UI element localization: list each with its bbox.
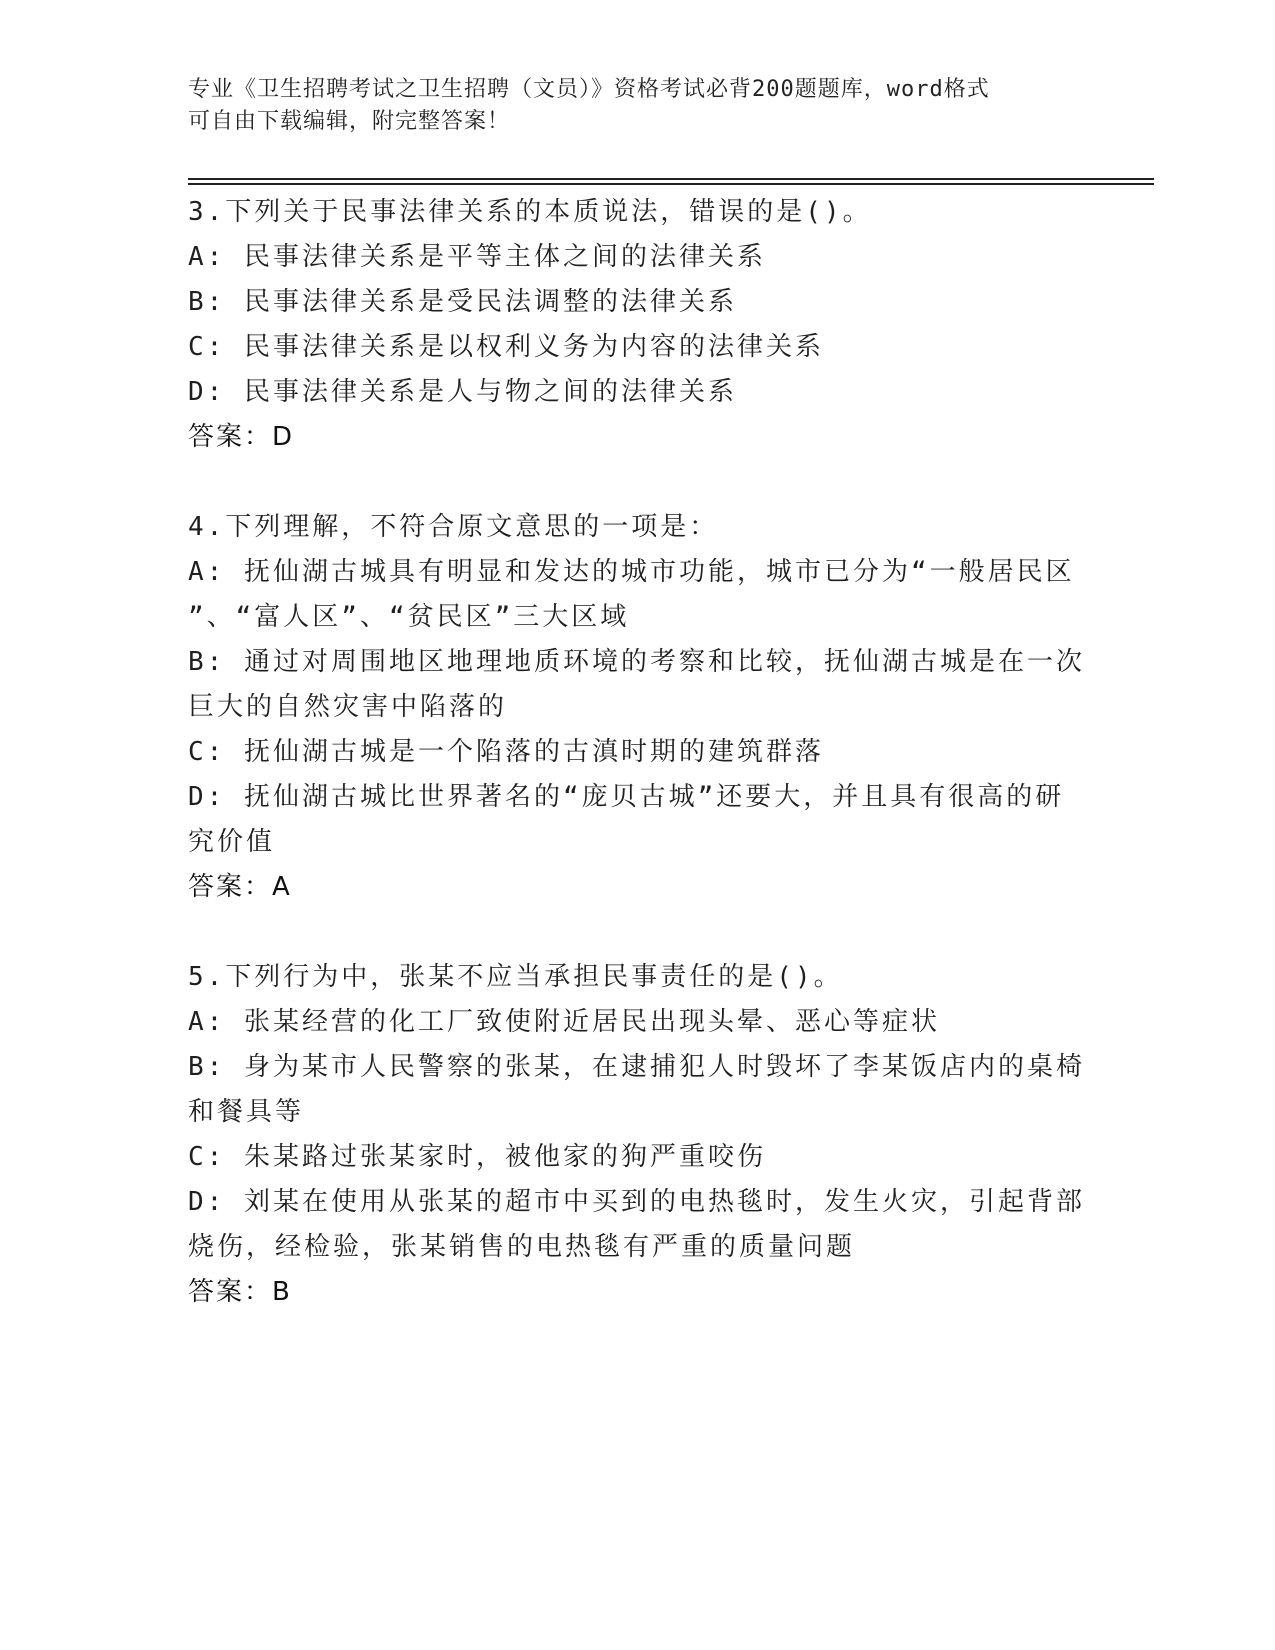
option-d: D: 刘某在使用从张某的超市中买到的电热毯时，发生火灾，引起背部 xyxy=(188,1187,1085,1217)
document-header xyxy=(188,74,1068,138)
header-line-1: 专业《卫生招聘考试之卫生招聘（文员）》资格考试必背200题题库，word格式 xyxy=(188,77,990,102)
header-divider-bottom xyxy=(188,183,1154,185)
option-d-continued: 究价值 xyxy=(188,827,276,857)
option-c: C: 民事法律关系是以权利义务为内容的法律关系 xyxy=(188,332,824,362)
question-list xyxy=(188,190,1088,1315)
option-a-continued: ”、“富人区”、“贫民区”三大区域 xyxy=(188,602,630,632)
answer-line: 答案：D xyxy=(188,422,295,452)
option-d: D: 抚仙湖古城比世界著名的“庞贝古城”还要大，并且具有很高的研 xyxy=(188,782,1065,812)
answer-line: 答案：A xyxy=(188,872,292,902)
header-divider-top xyxy=(188,178,1154,180)
answer-line: 答案：B xyxy=(188,1277,292,1307)
option-b-continued: 和餐具等 xyxy=(188,1097,305,1127)
option-d: D: 民事法律关系是人与物之间的法律关系 xyxy=(188,377,737,407)
question-3 xyxy=(188,190,1088,460)
question-4 xyxy=(188,505,1088,910)
question-stem: 5.下列行为中，张某不应当承担民事责任的是()。 xyxy=(188,962,843,992)
option-a: A: 民事法律关系是平等主体之间的法律关系 xyxy=(188,242,766,272)
option-a: A: 张某经营的化工厂致使附近居民出现头晕、恶心等症状 xyxy=(188,1007,940,1037)
question-stem: 3.下列关于民事法律关系的本质说法，错误的是()。 xyxy=(188,197,872,227)
option-b-continued: 巨大的自然灾害中陷落的 xyxy=(188,692,508,722)
option-b: B: 通过对周围地区地理地质环境的考察和比较，抚仙湖古城是在一次 xyxy=(188,647,1085,677)
option-c: C: 抚仙湖古城是一个陷落的古滇时期的建筑群落 xyxy=(188,737,824,767)
option-b: B: 身为某市人民警察的张某，在逮捕犯人时毁坏了李某饭店内的桌椅 xyxy=(188,1052,1085,1082)
question-5 xyxy=(188,955,1088,1315)
option-a: A: 抚仙湖古城具有明显和发达的城市功能，城市已分为“一般居民区 xyxy=(188,557,1075,587)
option-d-continued: 烧伤，经检验，张某销售的电热毯有严重的质量问题 xyxy=(188,1232,856,1262)
header-line-2: 可自由下载编辑，附完整答案！ xyxy=(188,109,511,134)
question-stem: 4.下列理解，不符合原文意思的一项是： xyxy=(188,512,719,542)
option-c: C: 朱某路过张某家时，被他家的狗严重咬伤 xyxy=(188,1142,766,1172)
option-b: B: 民事法律关系是受民法调整的法律关系 xyxy=(188,287,737,317)
